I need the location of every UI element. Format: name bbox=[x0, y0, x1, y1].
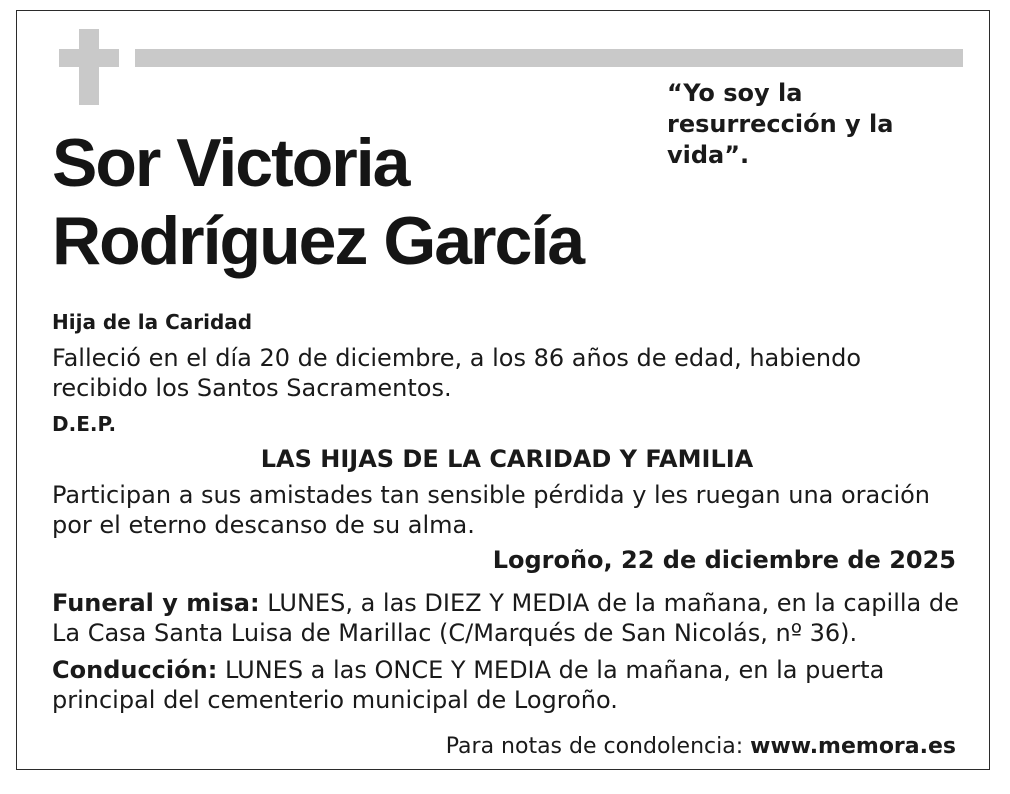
conduccion-text: LUNES a las ONCE Y MEDIA de la mañana, en la puerta principal del cementerio municipal de Logroño. bbox=[52, 656, 885, 714]
condolences-link[interactable]: www.memora.es bbox=[750, 734, 956, 759]
conduccion-info bbox=[52, 655, 962, 715]
deceased-name: Sor Victoria Rodríguez García bbox=[52, 125, 584, 279]
funeral-text: LUNES, a las DIEZ Y MEDIA de la mañana, en la capilla de La Casa Santa Luisa de Marillac (C/Marqués de San Nicolás, nº 36). bbox=[52, 589, 959, 647]
dep: D.E.P. bbox=[52, 412, 117, 436]
condolences-label: Para notas de condolencia: bbox=[445, 734, 744, 759]
role: Hija de la Caridad bbox=[52, 310, 253, 334]
condolences bbox=[52, 732, 956, 762]
place-date: Logroño, 22 de diciembre de 2025 bbox=[492, 546, 956, 574]
conduccion-label: Conducción: bbox=[52, 656, 218, 684]
participation-text: Participan a sus amistades tan sensible pérdida y les ruegan una oración por el eterno descanso de su alma. bbox=[52, 481, 931, 539]
funeral-label: Funeral y misa: bbox=[52, 589, 260, 617]
death-text: Falleció en el día 20 de diciembre, a los 86 años de edad, habiendo recibido los Santos Sacramentos. bbox=[52, 344, 862, 402]
funeral-info bbox=[52, 588, 962, 648]
cross-icon bbox=[79, 29, 99, 105]
family-heading: LAS HIJAS DE LA CARIDAD Y FAMILIA bbox=[260, 445, 754, 473]
header-rule bbox=[135, 49, 963, 67]
quote: “Yo soy la resurrección y la vida”. bbox=[667, 79, 894, 169]
cross-icon-bar bbox=[59, 49, 119, 67]
